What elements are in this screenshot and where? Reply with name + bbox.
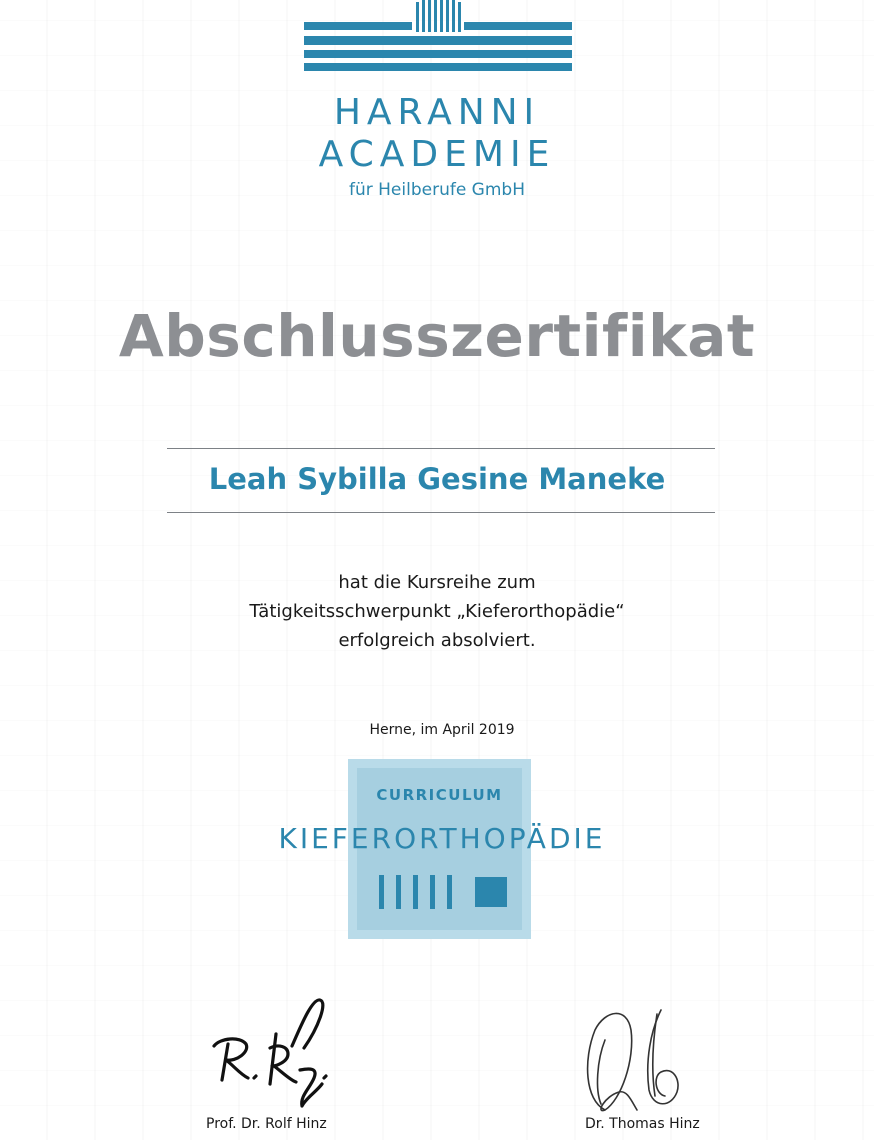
signatory-name-right: Dr. Thomas Hinz [585,1116,700,1132]
certificate-title: Abschlusszertifikat [118,302,756,370]
logo-text-haranni: HARANNI [333,92,541,133]
divider-bottom [167,512,715,513]
signature-thomas-hinz-icon [565,1000,715,1120]
curriculum-label: CURRICULUM [376,786,503,804]
divider-top [167,448,715,449]
recipient-name: Leah Sybilla Gesine Maneke [208,462,666,496]
academy-logo-icon [304,0,572,78]
curriculum-title: KIEFERORTHOPÄDIE [278,822,606,855]
signature-rolf-hinz-icon [200,988,350,1118]
body-line-1: hat die Kursreihe zum [338,572,536,593]
signatory-name-left: Prof. Dr. Rolf Hinz [206,1116,327,1132]
progress-bars-icon [379,875,509,909]
logo-subtitle: für Heilberufe GmbH [348,180,525,200]
place-date: Herne, im April 2019 [369,722,515,738]
body-line-3: erfolgreich absolviert. [338,630,536,651]
logo-text-academie: ACADEMIE [318,134,556,175]
body-line-2: Tätigkeitsschwerpunkt „Kieferorthopädie“ [249,601,625,622]
certificate-body [0,568,874,655]
